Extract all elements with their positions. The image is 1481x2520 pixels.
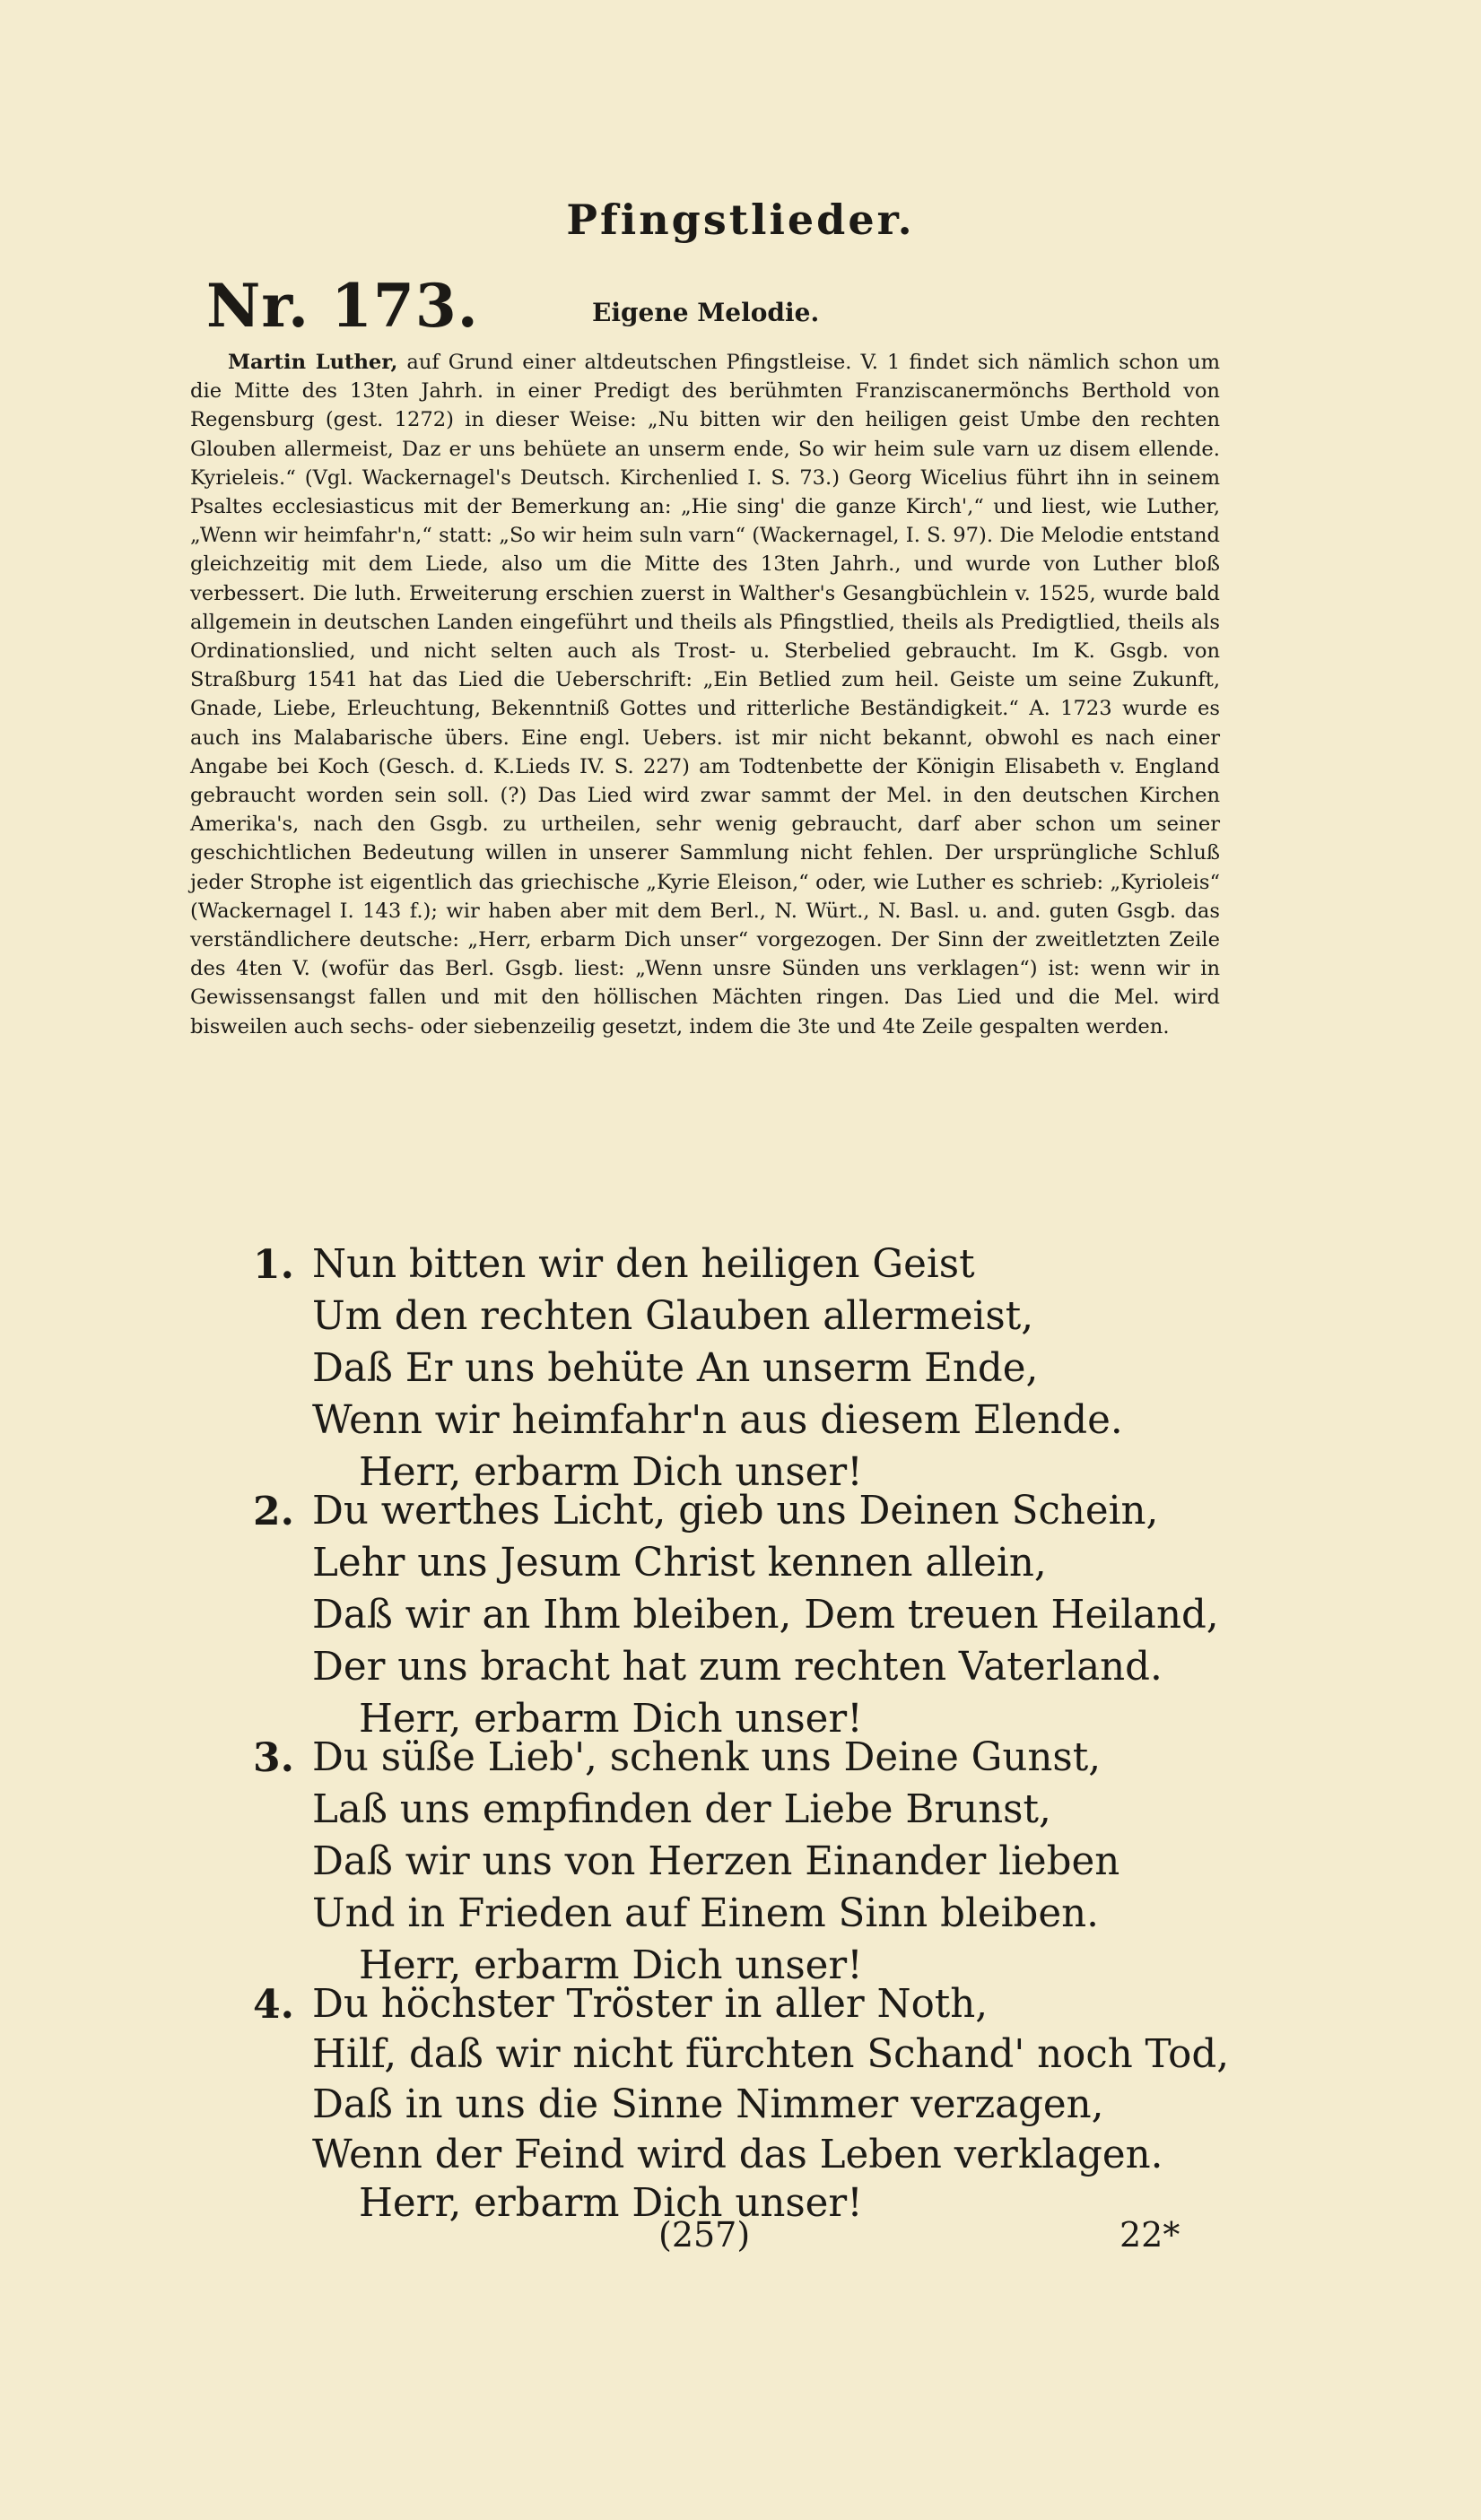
stanza-line: Um den rechten Glauben allermeist, <box>312 1294 1034 1339</box>
stanza-line: Daß in uns die Sinne Nimmer verzagen, <box>312 2082 1104 2127</box>
stanza-refrain: Herr, erbarm Dich unser! <box>359 1450 863 1495</box>
stanza-line: Du süße Lieb', schenk uns Deine Gunst, <box>312 1735 1102 1780</box>
commentary-author: Martin Luther, <box>228 351 398 374</box>
stanza-number: 1. <box>253 1242 294 1288</box>
stanza-line: Der uns bracht hat zum rechten Vaterland. <box>312 1645 1163 1690</box>
stanza-line: Daß Er uns behüte An unserm Ende, <box>312 1346 1039 1391</box>
hymn-number: Nr. 173. <box>206 271 479 341</box>
running-head: Pfingstlieder. <box>566 196 915 244</box>
stanza-refrain: Herr, erbarm Dich unser! <box>359 1943 863 1988</box>
stanza-refrain: Herr, erbarm Dich unser! <box>359 1697 863 1742</box>
stanza-line: Wenn der Feind wird das Leben verklagen. <box>312 2133 1163 2177</box>
stanza-refrain: Herr, erbarm Dich unser! <box>359 2181 863 2226</box>
stanza-line: Du höchster Tröster in aller Noth, <box>312 1982 989 2027</box>
stanza-line: Lehr uns Jesum Christ kennen allein, <box>312 1541 1047 1586</box>
commentary-text: auf Grund einer altdeutschen Pfingstleise. V. 1 findet sich nämlich schon um die Mitte des 13ten Jahrh. in einer Predigt des berühmten Franziscanermönchs Berthold von Regensburg (gest. 1272) in dieser Weise: „Nu bitten wir den heiligen geist Umbe den rechten Glouben allermeist, Daz er uns behüete an unserm ende, So wir heim sule varn uz disem ellende. Kyrieleis.“ (Vgl. Wackernagel's Deutsch. Kirchenlied I. S. 73.) Georg Wicelius führt ihn in seinem Psaltes ecclesiasticus mit der Bemerkung an: „Hie sing' die ganze Kirch',“ und liest, wie Luther, „Wenn wir heimfahr'n,“ statt: „So wir heim suln varn“ (Wackernagel, I. S. 97). Die Melodie entstand gleichzeitig mit dem Liede, also um die Mitte des 13ten Jahrh., und wurde von Luther bloß verbessert. Die luth. Erweiterung erschien zuerst in Walther's Gesangbüchlein v. 1525, wurde bald allgemein in deutschen Landen eingeführt und theils als Pfingstlied, theils als Predigtlied, theils als Ordinationslied, und nicht selten auch als Trost- u. Sterbelied gebraucht. Im K. Gsgb. von Straßburg 1541 hat das Lied die Ueberschrift: „Ein Betlied zum heil. Geiste um seine Zukunft, Gnade, Liebe, Erleuchtung, Bekenntniß Gottes und ritterliche Beständigkeit.“ A. 1723 wurde es auch ins Malabarische übers. Eine engl. Uebers. ist mir nicht bekannt, obwohl es nach einer Angabe bei Koch (Gesch. d. K.Lieds IV. S. 227) am Todtenbette der Königin Elisabeth v. England gebraucht worden sein soll. (?) Das Lied wird zwar sammt der Mel. in den deutschen Kirchen Amerika's, nach den Gsgb. zu urtheilen, sehr wenig gebraucht, darf aber schon um seiner geschichtlichen Bedeutung willen in unserer Sammlung nicht fehlen. Der ursprüngliche Schluß jeder Strophe ist eigentlich das griechische „Kyrie Eleison,“ oder, wie Luther es schrieb: „Kyrioleis“ (Wackernagel I. 143 f.); wir haben aber mit dem Berl., N. Würt., N. Basl. u. and. guten Gsgb. das verständlichere deutsche: „Herr, erbarm Dich unser“ vorgezogen. Der Sinn der zweitletzten Zeile des 4ten V. (wofür das Berl. Gsgb. liest: „Wenn unsre Sünden uns verklagen“) ist: wenn wir in Gewissensangst fallen und mit den höllischen Mächten ringen. Das Lied und die Mel. wird bisweilen auch sechs- oder siebenzeilig gesetzt, indem die 3te und 4te Zeile gespalten werden. <box>190 351 1221 1038</box>
stanza-number: 2. <box>253 1489 294 1534</box>
melody-note: Eigene Melodie. <box>592 298 820 327</box>
commentary-paragraph <box>190 348 1220 1041</box>
stanza-line: Nun bitten wir den heiligen Geist <box>312 1242 975 1287</box>
stanza-number: 4. <box>253 1982 294 2028</box>
signature-mark: 22* <box>1119 2215 1180 2255</box>
stanza-number: 3. <box>253 1735 294 1781</box>
stanza-line: Daß wir an Ihm bleiben, Dem treuen Heiland, <box>312 1593 1219 1638</box>
stanza-line: Daß wir uns von Herzen Einander lieben <box>312 1839 1120 1884</box>
stanza-line: Wenn wir heimfahr'n aus diesem Elende. <box>312 1398 1123 1443</box>
page-number: (257) <box>658 2215 751 2255</box>
stanza-line: Hilf, daß wir nicht fürchten Schand' noch Tod, <box>312 2032 1230 2077</box>
stanza-line: Und in Frieden auf Einem Sinn bleiben. <box>312 1891 1099 1936</box>
stanza-line: Du werthes Licht, gieb uns Deinen Schein, <box>312 1489 1159 1534</box>
stanza-line: Laß uns empfinden der Liebe Brunst, <box>312 1787 1051 1832</box>
